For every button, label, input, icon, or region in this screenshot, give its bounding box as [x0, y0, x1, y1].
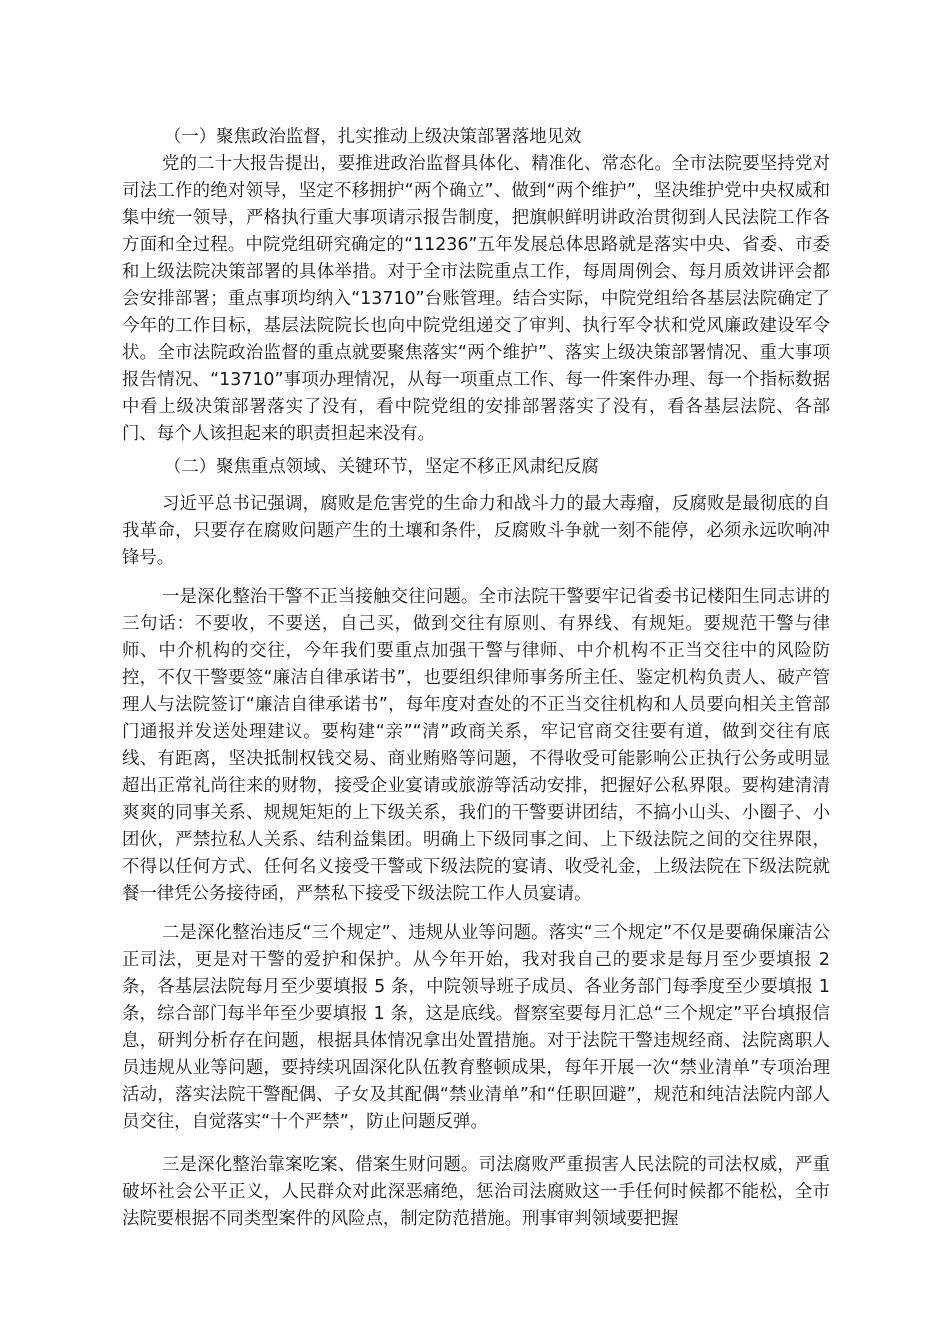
- section-heading-1: （一）聚焦政治监督，扎实推动上级决策部署落地见效: [164, 127, 582, 147]
- paragraph-case-profiteering: 三是深化整治靠案吃案、借案生财问题。司法腐败严重损害人民法院的司法权威，严重破坏社会公平正义，人民群众对此深恶痛绝，惩治司法腐败这一手任何时候都不能松，全市法院要根据不同类型案件的风险点，制定防范措施。刑事审判领域要把握: [122, 1155, 830, 1229]
- paragraph-three-regulations: 二是深化整治违反“三个规定”、违规从业等问题。落实“三个规定”不仅是要确保廉洁公正司法，更是对干警的爱护和保护。从今年开始，我对我自己的要求是每月至少要填报 2 条，各基层法院每月至少要填报 5 条，中院领导班子成员、各业务部门每季度至少要填报 1 条，综合部门每半年至少要填报 1 条，这是底线。督察室要每月汇总“三个规定”平台填报信息，研判分析存在问题，根据具体情况拿出处置措施。对于法院干警违规经商、法院离职人员违规从业等问题，要持续巩固深化队伍教育整顿成果，每年开展一次“禁业清单”专项治理活动，落实法院干警配偶、子女及其配偶“禁业清单”和“任职回避”，规范和纯洁法院内部人员交往，自觉落实“十个严禁”，防止问题反弹。: [122, 923, 830, 1132]
- paragraph-political-supervision: 党的二十大报告提出，要推进政治监督具体化、精准化、常态化。全市法院要坚持党对司法工作的绝对领导，坚定不移拥护“两个确立”、做到“两个维护”，坚决维护党中央权威和集中统一领导，严格执行重大事项请示报告制度，把旗帜鲜明讲政治贯彻到人民法院工作各方面和全过程。中院党组研究确定的“11236”五年发展总体思路就是落实中央、省委、市委和上级法院决策部署的具体举措。对于全市法院重点工作，每周周例会、每月质效讲评会都会安排部署；重点事项均纳入“13710”台账管理。结合实际，中院党组给各基层法院确定了今年的工作目标，基层法院院长也向中院党组递交了审判、执行军令状和党风廉政建设军令状。全市法院政治监督的重点就要聚焦落实“两个维护”、落实上级决策部署情况、重大事项报告情况、“13710”事项办理情况，从每一项重点工作、每一件案件办理、每一个指标数据中看上级决策部署落实了没有，看中院党组的安排部署落实了没有，看各基层法院、各部门、每个人该担起来的职责担起来没有。: [122, 154, 830, 444]
- paragraph-improper-contact: 一是深化整治干警不正当接触交往问题。全市法院干警要牢记省委书记楼阳生同志讲的三句话：不要收，不要送，自己买，做到交往有原则、有界线、有规矩。要规范干警与律师、中介机构的交往，今年我们要重点加强干警与律师、中介机构不正当交往中的风险防控，不仅干警要签“廉洁自律承诺书”，也要组织律师事务所主任、鉴定机构负责人、破产管理人与法院签订“廉洁自律承诺书”，每年度对查处的不正当交往机构和人员要向相关主管部门通报并发送处理建议。要构建“亲”“清”政商关系，牢记官商交往要有道，做到交往有底线、有距离，坚决抵制权钱交易、商业贿赂等问题，不得收受可能影响公正执行公务或明显超出正常礼尚往来的财物，接受企业宴请或旅游等活动安排，把握好公私界限。要构建清清爽爽的同事关系、规规矩矩的上下级关系，我们的干警要讲团结，不搞小山头、小圈子、小团伙，严禁拉私人关系、结利益集团。明确上下级同事之间、上下级法院之间的交往界限，不得以任何方式、任何名义接受干警或下级法院的宴请、收受礼金，上级法院在下级法院就餐一律凭公务接待函，严禁私下接受下级法院工作人员宴请。: [122, 587, 830, 904]
- document-body: [122, 124, 830, 1233]
- section-heading-2: （二）聚焦重点领域、关键环节，坚定不移正风肃纪反腐: [164, 457, 599, 477]
- paragraph-anti-corruption-intro: 习近平总书记强调，腐败是危害党的生命力和战斗力的最大毒瘤，反腐败是最彻底的自我革命，只要存在腐败问题产生的土壤和条件，反腐败斗争就一刻不能停，必须永远吹响冲锋号。: [122, 494, 830, 568]
